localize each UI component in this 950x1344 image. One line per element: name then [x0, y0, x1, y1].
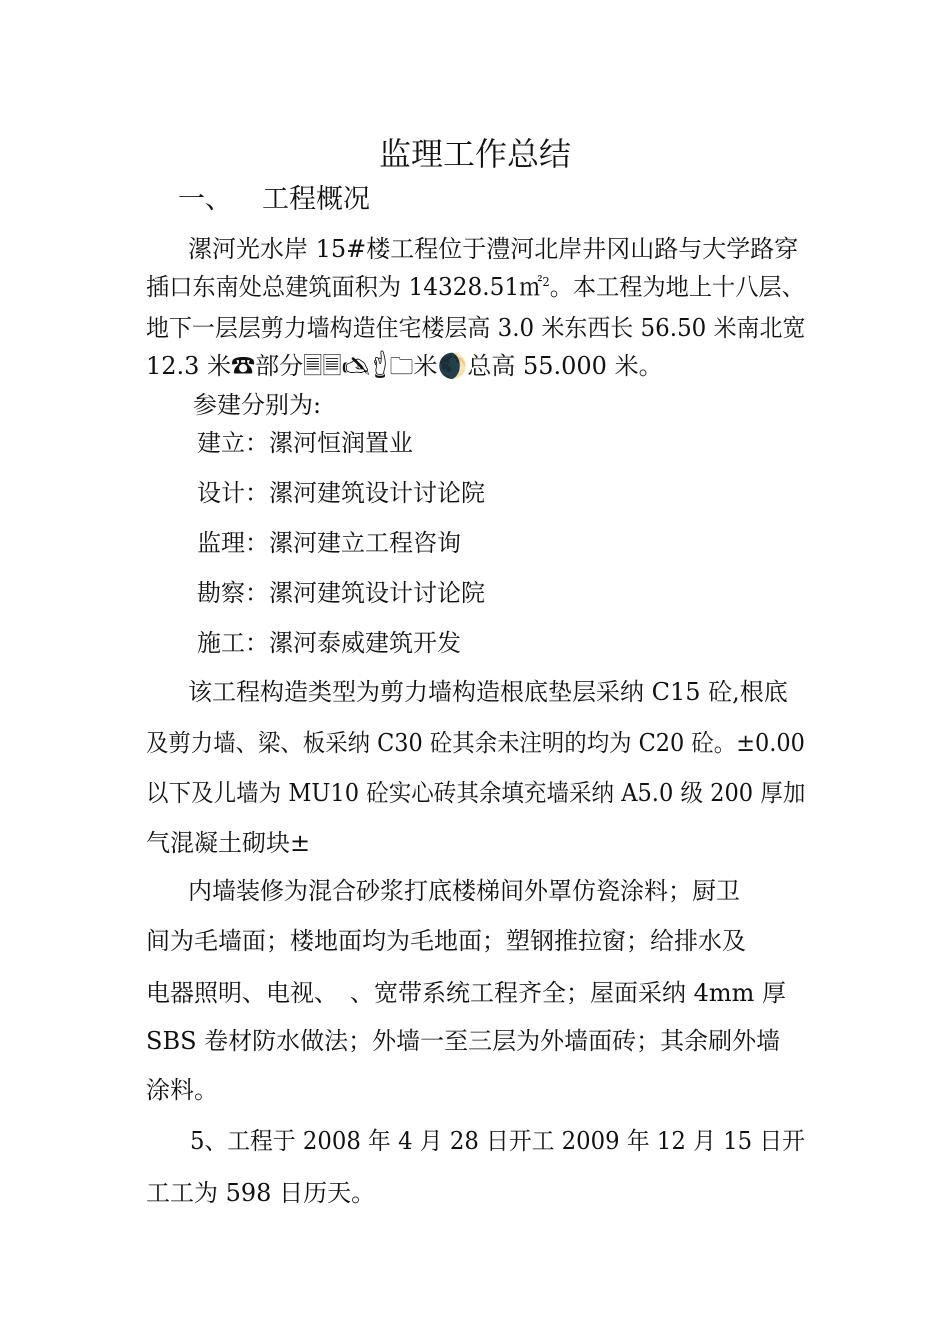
- finish-line-1: 内墙装修为混合砂浆打底楼梯间外罩仿瓷涂料；厨卫: [188, 877, 740, 905]
- section-title: 工程概况: [262, 184, 370, 215]
- area-unit-superscript: 2: [542, 275, 550, 289]
- overview-line-3: 地下一层层剪力墙构造住宅楼层高 3.0 米东西长 56.50 米南北宽: [146, 314, 806, 342]
- finish-line-5: 涂料。: [146, 1076, 218, 1104]
- section-number: 一、: [178, 184, 232, 215]
- document-title: 监理工作总结: [378, 135, 571, 173]
- schedule-line-1: 5、工程于 2008 年 4 月 28 日开工 2009 年 12 月 15 日开: [190, 1127, 805, 1155]
- finish-line-4: SBS 卷材防水做法；外墙一至三层为外墙面砖；其余刷外墙: [146, 1027, 781, 1055]
- structure-line-2: 及剪力墙、梁、板采纳 C30 砼其余未注明的均为 C20 砼。±0.00: [146, 729, 805, 757]
- party-supervisor: 监理：漯河建立工程咨询: [197, 529, 461, 557]
- parties-intro: 参建分别为:: [193, 391, 322, 419]
- structure-line-3: 以下及儿墙为 MU10 砼实心砖其余填充墙采纳 A5.0 级 200 厚加: [146, 779, 806, 807]
- overview-line-4: 12.3 米☎部分🗏🗏🖎🖞🗀米🌒总高 55.000 米。: [146, 352, 663, 380]
- finish-line-3: 电器照明、电视、 、宽带系统工程齐全；屋面采纳 4mm 厚: [146, 979, 787, 1007]
- finish-line-2: 间为毛墙面；楼地面均为毛地面；塑钢推拉窗；给排水及: [146, 927, 746, 955]
- party-contractor: 施工：漯河泰威建筑开发: [197, 629, 461, 657]
- party-surveyor: 勘察：漯河建筑设计讨论院: [197, 579, 485, 607]
- structure-line-1: 该工程构造类型为剪力墙构造根底垫层采纳 C15 砼,根底: [188, 678, 788, 706]
- schedule-line-2: 工工为 598 日历天。: [146, 1179, 376, 1207]
- party-developer: 建立：漯河恒润置业: [197, 429, 413, 457]
- overview-line-2-b: 。本工程为地上十八层、: [549, 273, 805, 301]
- party-designer: 设计：漯河建筑设计讨论院: [197, 479, 485, 507]
- overview-line-2: [146, 272, 805, 302]
- overview-line-1: 漯河光水岸 15#楼工程位于澧河北岸井冈山路与大学路穿: [188, 235, 799, 263]
- structure-line-4: 气混凝土砌块±: [146, 829, 311, 857]
- overview-line-2-a: 插口东南处总建筑面积为 14328.51㎡: [146, 273, 543, 301]
